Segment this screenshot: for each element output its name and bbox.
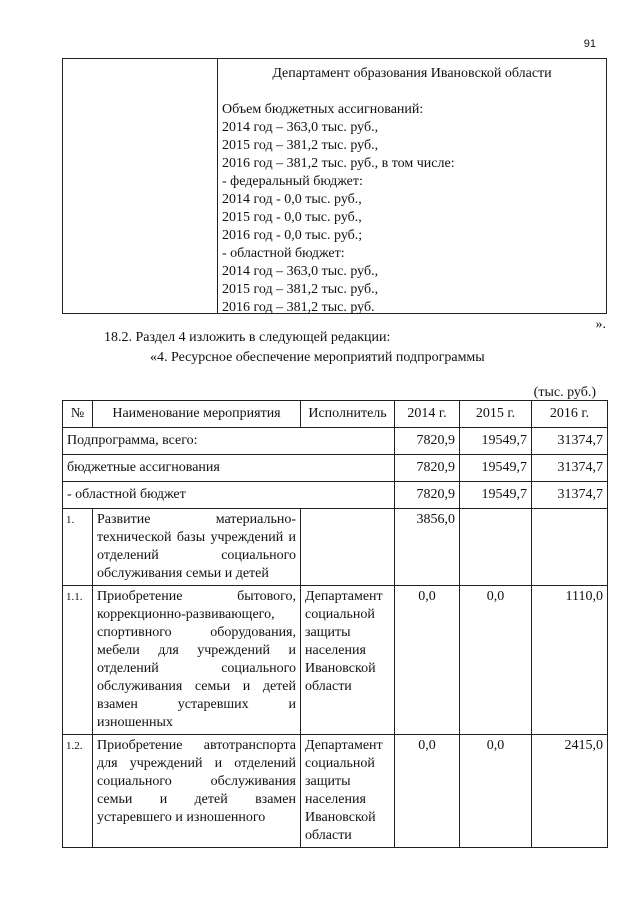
row-number: 1.2. [63,735,93,848]
table-row [63,509,608,586]
value-cell: 2415,0 [532,735,608,848]
closing-quote: ». [595,317,606,332]
header-cell: № [63,401,93,428]
funding-line: Объем бюджетных ассигнований: [222,102,424,117]
column-divider [217,59,218,313]
value-cell: 0,0 [395,586,460,735]
funding-line: 2015 год – 381,2 тыс. руб., [222,282,379,297]
value-cell: 31374,7 [532,428,608,455]
header-cell: 2016 г. [532,401,608,428]
funding-line: 2014 год - 0,0 тыс. руб., [222,192,362,207]
table-row [63,428,608,455]
activity-name: Приобретение автотранспорта для учреждений и отделений социального обслуживания семьи и детей взамен устаревшего и изношенного [93,735,301,848]
table-header-row [63,401,608,428]
funding-line: 2016 год - 0,0 тыс. руб.; [222,228,363,243]
row-number: 1. [63,509,93,586]
value-cell: 19549,7 [460,428,532,455]
funding-line: 2016 год – 381,2 тыс. руб. [222,300,375,315]
section-title: «4. Ресурсное обеспечение мероприятий подпрограммы [150,350,485,365]
summary-label: Подпрограмма, всего: [63,428,395,455]
value-cell: 7820,9 [395,455,460,482]
funding-line: 2015 год - 0,0 тыс. руб., [222,210,362,225]
funding-line: - федеральный бюджет: [222,174,363,189]
value-cell: 3856,0 [395,509,460,586]
table-row [63,586,608,735]
header-cell: Наименование мероприятия [93,401,301,428]
funding-details-cell [222,65,602,317]
page-number: 91 [583,38,596,50]
row-number: 1.1. [63,586,93,735]
header-cell: Исполнитель [301,401,395,428]
activity-name: Развитие материально-технической базы учреждений и отделений социального обслуживания семьи и детей [93,509,301,586]
header-cell: 2015 г. [460,401,532,428]
value-cell: 0,0 [460,586,532,735]
resource-table [62,400,608,848]
value-cell: 7820,9 [395,428,460,455]
value-cell: 31374,7 [532,455,608,482]
section-amendment-text: 18.2. Раздел 4 изложить в следующей редакции: [104,330,391,345]
funding-line: 2014 год – 363,0 тыс. руб., [222,264,379,279]
summary-label: - областной бюджет [63,482,395,509]
department-name: Департамент образования Ивановской области [272,66,552,81]
summary-label: бюджетные ассигнования [63,455,395,482]
value-cell: 1110,0 [532,586,608,735]
funding-continuation-table [62,58,607,314]
executor [301,509,395,586]
value-cell: 19549,7 [460,455,532,482]
value-cell: 7820,9 [395,482,460,509]
funding-line: - областной бюджет: [222,246,345,261]
header-cell: 2014 г. [395,401,460,428]
value-cell [460,509,532,586]
executor: Департамент социальной защиты населения Ивановской области [301,735,395,848]
table-row [63,735,608,848]
table-row [63,482,608,509]
value-cell [532,509,608,586]
table-row [63,455,608,482]
unit-label: (тыс. руб.) [533,385,596,400]
value-cell: 0,0 [395,735,460,848]
funding-line: 2014 год – 363,0 тыс. руб., [222,120,379,135]
activity-name: Приобретение бытового, коррекционно-развивающего, спортивного оборудования, мебели для учреждений и отделений социального обслуживания семьи и детей взамен устаревших и изношенных [93,586,301,735]
funding-line: 2016 год – 381,2 тыс. руб., в том числе: [222,156,455,171]
value-cell: 19549,7 [460,482,532,509]
funding-line: 2015 год – 381,2 тыс. руб., [222,138,379,153]
value-cell: 0,0 [460,735,532,848]
executor: Департамент социальной защиты населения Ивановской области [301,586,395,735]
value-cell: 31374,7 [532,482,608,509]
